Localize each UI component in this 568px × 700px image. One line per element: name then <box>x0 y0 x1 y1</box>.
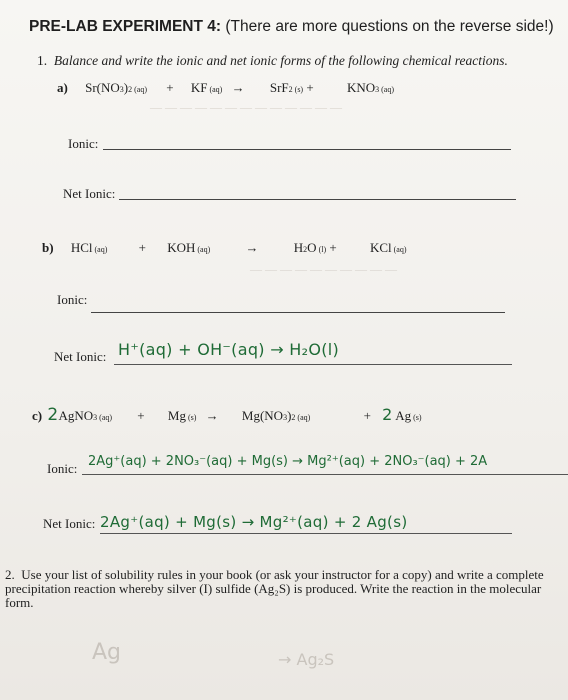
question-1: 1. Balance and write the ionic and net ionic forms of the following chemical reactions. <box>37 53 508 68</box>
ionic-handwriting-c: 2Ag⁺(aq) + 2NO₃⁻(aq) + Mg(s) → Mg²⁺(aq) + 2NO₃⁻(aq) + 2A <box>88 454 488 469</box>
bleed-through-text: — — — — — — — — — — — — — <box>150 100 342 114</box>
ionic-answer-line-c <box>82 474 568 475</box>
page-title: PRE-LAB EXPERIMENT 4: (There are more questions on the reverse side!) <box>29 18 554 35</box>
bleed-through-text: — — — — — — — — — — <box>250 262 397 276</box>
ionic-answer-line-a <box>103 149 511 150</box>
net-ionic-label-a: Net Ionic: <box>63 186 116 201</box>
erased-handwriting-left: Ag <box>92 640 122 665</box>
net-ionic-handwriting-b: H⁺(aq) + OH⁻(aq) → H₂O(l) <box>118 340 340 359</box>
question-2: 2. Use your list of solubility rules in your book (or ask your instructor for a copy) and write a complete precipitation reaction whereby silver (I) sulfide (Ag₂S) is produced. Write the reaction in the molecular form. <box>5 567 544 610</box>
erased-handwriting-right: → Ag₂S <box>278 650 335 669</box>
ionic-answer-line-b <box>91 312 505 313</box>
net-ionic-label-c: Net Ionic: <box>43 516 96 531</box>
ionic-label-c: Ionic: <box>47 461 78 476</box>
reaction-c: c) 2AgNO3 (aq) + Mg (s) → Mg(NO3)2 (aq) + 2 Ag (s) <box>32 405 422 425</box>
net-ionic-handwriting-c: 2Ag⁺(aq) + Mg(s) → Mg²⁺(aq) + 2 Ag(s) <box>100 513 408 531</box>
net-ionic-label-b: Net Ionic: <box>54 349 107 364</box>
reaction-a: a) Sr(NO3)2 (aq) + KF (aq) → SrF2 (s) + KNO3 (aq) <box>57 80 395 95</box>
reaction-b: b) HCl (aq) + KOH (aq) → H2O (l) + KCl (aq) <box>42 240 407 255</box>
net-ionic-answer-line-c <box>100 533 512 534</box>
ionic-label-b: Ionic: <box>57 292 88 307</box>
net-ionic-answer-line-b <box>114 364 512 365</box>
ionic-label-a: Ionic: <box>68 136 99 151</box>
net-ionic-answer-line-a <box>119 199 516 200</box>
